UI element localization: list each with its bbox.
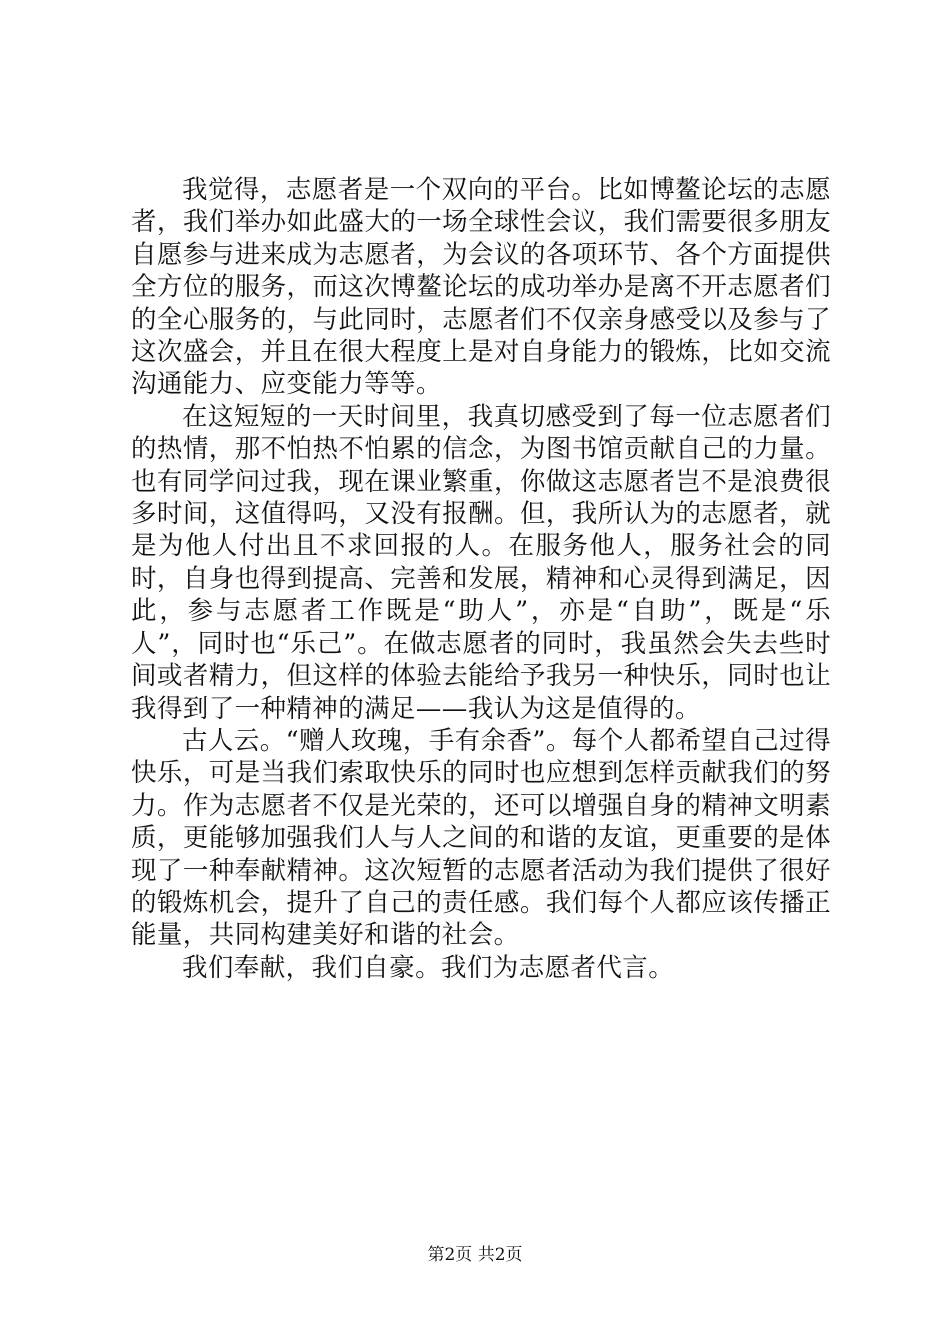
page-footer: 第2页 共2页: [427, 1245, 523, 1265]
paragraph-3: 古人云。“赠人玫瑰，手有余香”。每个人都希望自己过得快乐，可是当我们索取快乐的同时也应想到怎样贡献我们的努力。作为志愿者不仅是光荣的，还可以增强自身的精神文明素质，更能够加强我们人与人之间的和谐的友谊，更重要的是体现了一种奉献精神。这次短暂的志愿者活动为我们提供了很好的锻炼机会，提升了自己的责任感。我们每个人都应该传播正能量，共同构建美好和谐的社会。: [131, 725, 831, 951]
paragraph-2: 在这短短的一天时间里，我真切感受到了每一位志愿者们的热情，那不怕热不怕累的信念，为图书馆贡献自己的力量。也有同学问过我，现在课业繁重，你做这志愿者岂不是浪费很多时间，这值得吗，又没有报酬。但，我所认为的志愿者，就是为他人付出且不求回报的人。在服务他人，服务社会的同时，自身也得到提高、完善和发展，精神和心灵得到满足，因此，参与志愿者工作既是“助人”，亦是“自助”，既是“乐人”，同时也“乐己”。在做志愿者的同时，我虽然会失去些时间或者精力，但这样的体验去能给予我另一种快乐，同时也让我得到了一种精神的满足——我认为这是值得的。: [131, 401, 831, 724]
document-body: [131, 174, 831, 984]
paragraph-4: 我们奉献，我们自豪。我们为志愿者代言。: [182, 952, 675, 983]
paragraph-1: 我觉得，志愿者是一个双向的平台。比如博鳌论坛的志愿者，我们举办如此盛大的一场全球性会议，我们需要很多朋友自愿参与进来成为志愿者，为会议的各项环节、各个方面提供全方位的服务，而这次博鳌论坛的成功举办是离不开志愿者们的全心服务的，与此同时，志愿者们不仅亲身感受以及参与了这次盛会，并且在很大程度上是对自身能力的锻炼，比如交流沟通能力、应变能力等等。: [131, 175, 831, 400]
